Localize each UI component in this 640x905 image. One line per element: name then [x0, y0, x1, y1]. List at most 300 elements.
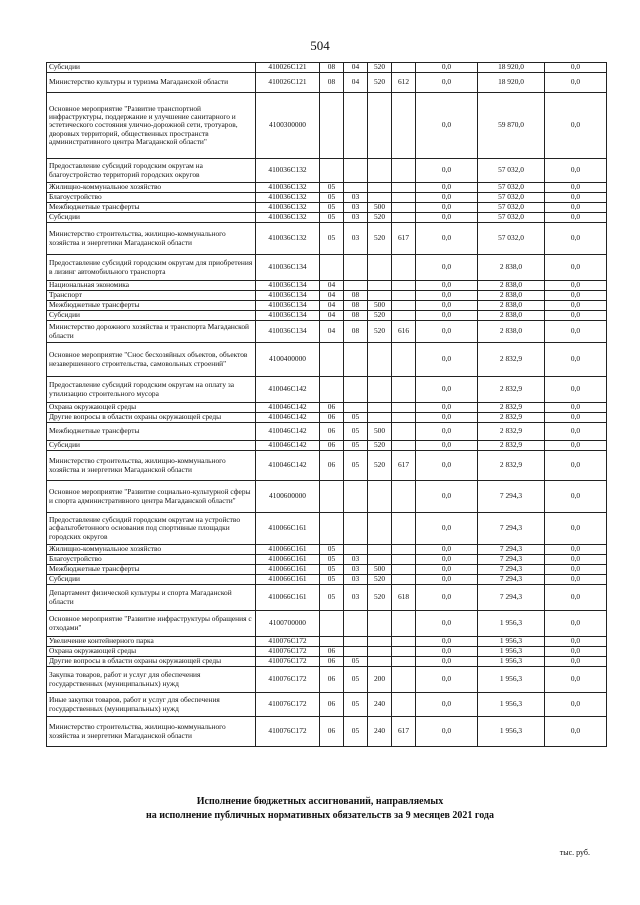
row-name: Иные закупки товаров, работ и услуг для обеспечения государственных (муниципальных) нужд — [47, 693, 256, 717]
row-admin-code — [392, 311, 416, 321]
row-section — [320, 611, 344, 637]
row-admin-code — [392, 255, 416, 281]
row-name: Министерство дорожного хозяйства и транспорта Магаданской области — [47, 321, 256, 343]
table-row — [47, 565, 607, 575]
row-subsection — [344, 255, 368, 281]
row-expense-type — [368, 413, 392, 423]
row-value-3: 0,0 — [545, 611, 607, 637]
row-admin-code: 617 — [392, 451, 416, 481]
row-name: Субсидии — [47, 441, 256, 451]
row-value-2: 2 838,0 — [478, 301, 545, 311]
row-value-3: 0,0 — [545, 159, 607, 183]
row-expense-type: 520 — [368, 63, 392, 73]
row-name: Основное мероприятие "Развитие транспортной инфраструктуры, поддержание и улучшение санитарного и эстетического состояния улично-дорожной сети, тротуаров, дворовых территорий, общественных пространств административного центра Магаданской области" — [47, 93, 256, 159]
row-value-3: 0,0 — [545, 93, 607, 159]
row-section — [320, 159, 344, 183]
row-subsection — [344, 159, 368, 183]
table-row — [47, 481, 607, 513]
row-section: 05 — [320, 555, 344, 565]
row-admin-code: 616 — [392, 321, 416, 343]
row-expense-type — [368, 657, 392, 667]
row-value-2: 2 838,0 — [478, 311, 545, 321]
row-name: Министерство строительства, жилищно-коммунального хозяйства и энергетики Магаданской области — [47, 223, 256, 255]
row-section: 05 — [320, 545, 344, 555]
row-value-1: 0,0 — [416, 611, 478, 637]
row-admin-code — [392, 565, 416, 575]
row-code: 410036С134 — [256, 301, 320, 311]
row-subsection: 03 — [344, 223, 368, 255]
row-name: Транспорт — [47, 291, 256, 301]
row-value-1: 0,0 — [416, 377, 478, 403]
row-value-1: 0,0 — [416, 291, 478, 301]
row-subsection: 05 — [344, 657, 368, 667]
row-code: 4100300000 — [256, 93, 320, 159]
row-code: 410066С161 — [256, 565, 320, 575]
row-value-3: 0,0 — [545, 377, 607, 403]
row-name: Министерство строительства, жилищно-коммунального хозяйства и энергетики Магаданской области — [47, 717, 256, 747]
row-expense-type: 200 — [368, 667, 392, 693]
row-subsection: 08 — [344, 291, 368, 301]
row-value-1: 0,0 — [416, 565, 478, 575]
row-code: 4100400000 — [256, 343, 320, 377]
row-admin-code — [392, 193, 416, 203]
row-section — [320, 513, 344, 545]
row-code: 410066С161 — [256, 585, 320, 611]
row-value-3: 0,0 — [545, 223, 607, 255]
row-admin-code — [392, 637, 416, 647]
row-admin-code — [392, 693, 416, 717]
unit-label: тыс. руб. — [559, 848, 590, 857]
table-row — [47, 183, 607, 193]
row-value-3: 0,0 — [545, 213, 607, 223]
row-code: 410076С172 — [256, 693, 320, 717]
row-admin-code — [392, 667, 416, 693]
row-value-3: 0,0 — [545, 575, 607, 585]
row-code: 410036С132 — [256, 159, 320, 183]
row-admin-code — [392, 611, 416, 637]
row-code: 410076С172 — [256, 717, 320, 747]
row-value-1: 0,0 — [416, 513, 478, 545]
row-subsection: 05 — [344, 413, 368, 423]
row-value-2: 2 832,9 — [478, 423, 545, 441]
row-expense-type: 520 — [368, 213, 392, 223]
row-expense-type — [368, 159, 392, 183]
row-expense-type: 520 — [368, 73, 392, 93]
row-expense-type: 240 — [368, 717, 392, 747]
row-value-1: 0,0 — [416, 93, 478, 159]
table-row — [47, 377, 607, 403]
page-number: 504 — [310, 38, 330, 53]
row-value-1: 0,0 — [416, 63, 478, 73]
row-section: 06 — [320, 403, 344, 413]
row-code: 410036С134 — [256, 291, 320, 301]
row-name: Предоставление субсидий городским округам на оплату за утилизацию строительного мусора — [47, 377, 256, 403]
row-section: 05 — [320, 223, 344, 255]
row-section: 08 — [320, 63, 344, 73]
row-value-1: 0,0 — [416, 481, 478, 513]
row-value-1: 0,0 — [416, 281, 478, 291]
row-section — [320, 343, 344, 377]
row-admin-code — [392, 183, 416, 193]
row-code: 410036С132 — [256, 213, 320, 223]
row-admin-code — [392, 291, 416, 301]
row-subsection — [344, 545, 368, 555]
row-subsection: 03 — [344, 213, 368, 223]
row-code: 410036С132 — [256, 183, 320, 193]
row-value-2: 57 032,0 — [478, 223, 545, 255]
row-expense-type — [368, 481, 392, 513]
table-row — [47, 321, 607, 343]
row-value-3: 0,0 — [545, 545, 607, 555]
table-row — [47, 637, 607, 647]
row-name: Межбюджетные трансферты — [47, 565, 256, 575]
row-name: Охрана окружающей среды — [47, 647, 256, 657]
budget-table — [46, 62, 607, 747]
row-subsection — [344, 183, 368, 193]
row-value-2: 7 294,3 — [478, 513, 545, 545]
row-value-2: 2 838,0 — [478, 321, 545, 343]
row-subsection — [344, 647, 368, 657]
row-value-2: 2 838,0 — [478, 255, 545, 281]
row-expense-type: 520 — [368, 451, 392, 481]
row-section: 06 — [320, 647, 344, 657]
row-section: 04 — [320, 291, 344, 301]
row-admin-code — [392, 647, 416, 657]
row-name: Межбюджетные трансферты — [47, 423, 256, 441]
row-admin-code — [392, 413, 416, 423]
row-section: 05 — [320, 575, 344, 585]
row-section: 06 — [320, 451, 344, 481]
row-value-2: 2 832,9 — [478, 343, 545, 377]
row-expense-type — [368, 93, 392, 159]
row-value-2: 7 294,3 — [478, 555, 545, 565]
table-row — [47, 159, 607, 183]
row-name: Основное мероприятие "Развитие социально-культурной сферы и спорта административного центра Магаданской области" — [47, 481, 256, 513]
row-value-2: 2 832,9 — [478, 441, 545, 451]
table-row — [47, 93, 607, 159]
row-expense-type — [368, 637, 392, 647]
row-expense-type: 520 — [368, 441, 392, 451]
row-value-3: 0,0 — [545, 63, 607, 73]
row-subsection — [344, 637, 368, 647]
row-section: 04 — [320, 321, 344, 343]
row-expense-type — [368, 545, 392, 555]
table-row — [47, 657, 607, 667]
row-value-1: 0,0 — [416, 637, 478, 647]
row-name: Закупка товаров, работ и услуг для обеспечения государственных (муниципальных) нужд — [47, 667, 256, 693]
row-section: 06 — [320, 441, 344, 451]
row-code: 410076С172 — [256, 637, 320, 647]
row-subsection: 03 — [344, 585, 368, 611]
row-code: 410066С161 — [256, 545, 320, 555]
row-subsection: 08 — [344, 321, 368, 343]
row-value-3: 0,0 — [545, 441, 607, 451]
row-value-2: 2 838,0 — [478, 281, 545, 291]
row-subsection — [344, 513, 368, 545]
table-row — [47, 203, 607, 213]
row-subsection: 03 — [344, 575, 368, 585]
row-value-1: 0,0 — [416, 159, 478, 183]
table-row — [47, 611, 607, 637]
row-expense-type — [368, 193, 392, 203]
row-expense-type — [368, 183, 392, 193]
row-expense-type: 520 — [368, 321, 392, 343]
row-name: Департамент физической культуры и спорта Магаданской области — [47, 585, 256, 611]
row-admin-code — [392, 343, 416, 377]
row-section: 05 — [320, 203, 344, 213]
row-value-3: 0,0 — [545, 311, 607, 321]
row-value-2: 1 956,3 — [478, 693, 545, 717]
table-row — [47, 311, 607, 321]
row-subsection — [344, 611, 368, 637]
row-value-2: 2 838,0 — [478, 291, 545, 301]
row-subsection — [344, 377, 368, 403]
row-value-2: 57 032,0 — [478, 183, 545, 193]
row-admin-code — [392, 159, 416, 183]
row-name: Субсидии — [47, 575, 256, 585]
row-value-3: 0,0 — [545, 343, 607, 377]
row-code: 410046С142 — [256, 403, 320, 413]
row-value-3: 0,0 — [545, 255, 607, 281]
row-expense-type — [368, 403, 392, 413]
row-value-3: 0,0 — [545, 667, 607, 693]
row-section — [320, 637, 344, 647]
row-expense-type — [368, 343, 392, 377]
row-subsection: 03 — [344, 565, 368, 575]
row-code: 410026С121 — [256, 73, 320, 93]
row-code: 410066С161 — [256, 555, 320, 565]
row-subsection: 03 — [344, 193, 368, 203]
row-expense-type: 500 — [368, 423, 392, 441]
row-subsection: 08 — [344, 311, 368, 321]
row-value-3: 0,0 — [545, 637, 607, 647]
row-admin-code — [392, 575, 416, 585]
table-row — [47, 451, 607, 481]
row-subsection: 05 — [344, 717, 368, 747]
row-name: Субсидии — [47, 311, 256, 321]
table-row — [47, 343, 607, 377]
row-subsection: 05 — [344, 451, 368, 481]
row-admin-code: 617 — [392, 223, 416, 255]
row-value-1: 0,0 — [416, 545, 478, 555]
row-name: Предоставление субсидий городским округам на устройство асфальтобетонного основания под спортивные площадки городских округов — [47, 513, 256, 545]
row-code: 410076С172 — [256, 657, 320, 667]
row-code: 410046С142 — [256, 441, 320, 451]
row-name: Субсидии — [47, 213, 256, 223]
row-value-2: 59 870,0 — [478, 93, 545, 159]
row-value-3: 0,0 — [545, 291, 607, 301]
row-code: 410066С161 — [256, 513, 320, 545]
row-admin-code — [392, 441, 416, 451]
row-admin-code — [392, 93, 416, 159]
row-value-2: 2 832,9 — [478, 413, 545, 423]
row-value-3: 0,0 — [545, 403, 607, 413]
row-admin-code: 612 — [392, 73, 416, 93]
table-body — [47, 63, 607, 747]
row-admin-code — [392, 657, 416, 667]
row-code: 410076С172 — [256, 647, 320, 657]
row-name: Жилищно-коммунальное хозяйство — [47, 183, 256, 193]
row-value-1: 0,0 — [416, 413, 478, 423]
row-name: Другие вопросы в области охраны окружающей среды — [47, 413, 256, 423]
row-value-2: 57 032,0 — [478, 159, 545, 183]
row-value-2: 7 294,3 — [478, 545, 545, 555]
row-section: 04 — [320, 281, 344, 291]
row-code: 410036С132 — [256, 193, 320, 203]
row-value-1: 0,0 — [416, 311, 478, 321]
row-value-3: 0,0 — [545, 481, 607, 513]
table-row — [47, 281, 607, 291]
row-value-3: 0,0 — [545, 321, 607, 343]
row-value-1: 0,0 — [416, 451, 478, 481]
row-code: 410036С134 — [256, 281, 320, 291]
row-value-2: 2 832,9 — [478, 377, 545, 403]
table-row — [47, 255, 607, 281]
row-subsection: 05 — [344, 693, 368, 717]
row-code: 410076С172 — [256, 667, 320, 693]
row-value-1: 0,0 — [416, 647, 478, 657]
table-row — [47, 585, 607, 611]
row-code: 410046С142 — [256, 423, 320, 441]
row-value-2: 2 832,9 — [478, 403, 545, 413]
table-row — [47, 513, 607, 545]
row-expense-type — [368, 513, 392, 545]
row-subsection: 03 — [344, 203, 368, 213]
row-value-3: 0,0 — [545, 585, 607, 611]
row-expense-type: 520 — [368, 585, 392, 611]
row-admin-code — [392, 513, 416, 545]
row-value-1: 0,0 — [416, 575, 478, 585]
row-section: 06 — [320, 717, 344, 747]
row-expense-type — [368, 281, 392, 291]
row-expense-type — [368, 611, 392, 637]
row-value-3: 0,0 — [545, 281, 607, 291]
row-value-2: 1 956,3 — [478, 611, 545, 637]
row-code: 410036С134 — [256, 255, 320, 281]
row-section: 06 — [320, 657, 344, 667]
row-value-3: 0,0 — [545, 203, 607, 213]
row-value-1: 0,0 — [416, 183, 478, 193]
row-admin-code: 617 — [392, 717, 416, 747]
row-admin-code — [392, 481, 416, 513]
row-value-3: 0,0 — [545, 565, 607, 575]
row-code: 410036С132 — [256, 203, 320, 213]
row-admin-code — [392, 377, 416, 403]
row-admin-code — [392, 545, 416, 555]
row-section: 06 — [320, 693, 344, 717]
row-value-2: 1 956,3 — [478, 667, 545, 693]
table-row — [47, 193, 607, 203]
row-section — [320, 255, 344, 281]
row-name: Межбюджетные трансферты — [47, 203, 256, 213]
row-code: 410036С134 — [256, 311, 320, 321]
row-value-3: 0,0 — [545, 73, 607, 93]
row-value-1: 0,0 — [416, 193, 478, 203]
row-value-2: 18 920,0 — [478, 63, 545, 73]
row-admin-code — [392, 203, 416, 213]
row-admin-code — [392, 63, 416, 73]
row-section: 05 — [320, 585, 344, 611]
row-value-1: 0,0 — [416, 213, 478, 223]
row-expense-type: 240 — [368, 693, 392, 717]
row-name: Другие вопросы в области охраны окружающей среды — [47, 657, 256, 667]
table-row — [47, 693, 607, 717]
row-section: 05 — [320, 193, 344, 203]
row-section: 08 — [320, 73, 344, 93]
table-row — [47, 423, 607, 441]
row-name: Жилищно-коммунальное хозяйство — [47, 545, 256, 555]
row-code: 4100700000 — [256, 611, 320, 637]
row-expense-type: 520 — [368, 575, 392, 585]
row-name: Основное мероприятие "Развитие инфраструктуры обращения с отходами" — [47, 611, 256, 637]
row-section — [320, 481, 344, 513]
row-value-3: 0,0 — [545, 657, 607, 667]
row-subsection — [344, 403, 368, 413]
table-row — [47, 301, 607, 311]
row-value-1: 0,0 — [416, 441, 478, 451]
caption-line-2: на исполнение публичных нормативных обязательств за 9 месяцев 2021 года — [146, 810, 494, 821]
row-value-2: 1 956,3 — [478, 637, 545, 647]
row-name: Увеличение контейнерного парка — [47, 637, 256, 647]
row-expense-type: 500 — [368, 301, 392, 311]
row-admin-code — [392, 301, 416, 311]
row-expense-type — [368, 255, 392, 281]
row-subsection — [344, 481, 368, 513]
table-row — [47, 647, 607, 657]
row-value-3: 0,0 — [545, 423, 607, 441]
row-section: 06 — [320, 423, 344, 441]
caption-line-1: Исполнение бюджетных ассигнований, направляемых — [196, 796, 444, 807]
row-value-2: 57 032,0 — [478, 203, 545, 213]
row-value-2: 18 920,0 — [478, 73, 545, 93]
row-name: Министерство культуры и туризма Магаданской области — [47, 73, 256, 93]
table-row — [47, 441, 607, 451]
row-name: Предоставление субсидий городским округам для приобретения в лизинг автомобильного транспорта — [47, 255, 256, 281]
row-value-1: 0,0 — [416, 343, 478, 377]
row-value-1: 0,0 — [416, 667, 478, 693]
table-row — [47, 403, 607, 413]
row-expense-type: 500 — [368, 565, 392, 575]
row-name: Министерство строительства, жилищно-коммунального хозяйства и энергетики Магаданской области — [47, 451, 256, 481]
row-section — [320, 377, 344, 403]
row-section — [320, 93, 344, 159]
row-expense-type: 520 — [368, 311, 392, 321]
row-value-3: 0,0 — [545, 513, 607, 545]
table-row — [47, 555, 607, 565]
row-name: Благоустройство — [47, 193, 256, 203]
table-row — [47, 545, 607, 555]
row-value-3: 0,0 — [545, 183, 607, 193]
row-value-1: 0,0 — [416, 693, 478, 717]
table-row — [47, 413, 607, 423]
row-value-2: 57 032,0 — [478, 193, 545, 203]
row-admin-code — [392, 403, 416, 413]
row-value-1: 0,0 — [416, 321, 478, 343]
row-subsection: 05 — [344, 667, 368, 693]
row-admin-code — [392, 423, 416, 441]
table-row — [47, 667, 607, 693]
row-value-2: 7 294,3 — [478, 585, 545, 611]
table-row — [47, 717, 607, 747]
row-value-1: 0,0 — [416, 585, 478, 611]
row-name: Благоустройство — [47, 555, 256, 565]
row-expense-type — [368, 291, 392, 301]
row-subsection: 04 — [344, 63, 368, 73]
row-value-3: 0,0 — [545, 647, 607, 657]
row-value-3: 0,0 — [545, 301, 607, 311]
row-value-2: 1 956,3 — [478, 647, 545, 657]
row-name: Национальная экономика — [47, 281, 256, 291]
